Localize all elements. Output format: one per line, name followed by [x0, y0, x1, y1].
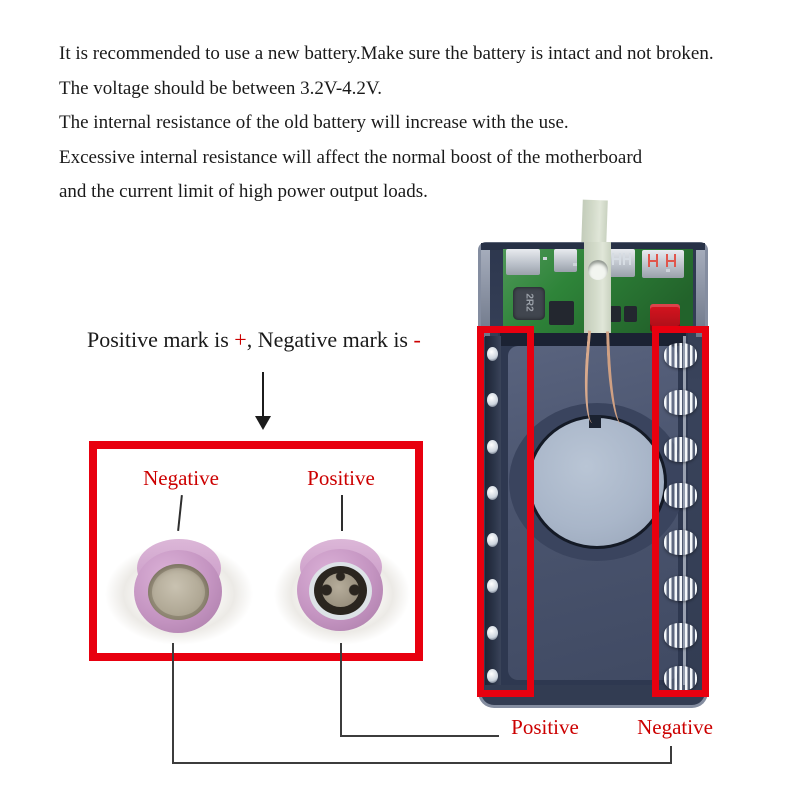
usb-pins-white-icon [623, 253, 631, 265]
inductor-marking: 2R2 [523, 293, 535, 312]
small-ic-2 [624, 306, 637, 322]
wireless-charging-coil [527, 415, 667, 549]
smd-component [666, 269, 670, 272]
usb-c-port [554, 249, 577, 272]
instruction-line-4: Excessive internal resistance will affect the normal boost of the motherboard [59, 146, 643, 168]
usb-pins-red-icon [666, 254, 676, 267]
battery-negative-label: Negative [143, 466, 219, 490]
usb-pins-white-icon [612, 253, 621, 265]
power-bank-case [478, 200, 708, 710]
case-corner-post-right [696, 245, 705, 337]
minus-symbol: - [413, 327, 421, 352]
negative-highlight-rect [652, 326, 709, 697]
positive-connector-horizontal [340, 735, 499, 737]
micro-usb-port [506, 249, 540, 275]
instruction-line-3: The internal resistance of the old battery will increase with the use. [59, 112, 569, 133]
smd-component [573, 263, 577, 266]
battery-positive-label: Positive [307, 466, 375, 490]
strap-hole [588, 260, 608, 280]
negative-connector-horizontal [172, 762, 672, 764]
smd-component [543, 257, 547, 260]
device-positive-label: Positive [511, 715, 579, 739]
instruction-paragraph [59, 44, 769, 217]
polarity-note-prefix: Positive mark is [87, 327, 235, 352]
device-negative-label: Negative [637, 715, 713, 739]
positive-pointer-line [341, 495, 343, 531]
down-arrow-icon [262, 372, 264, 418]
battery-polarity-box [89, 441, 423, 661]
controller-chip [549, 301, 574, 325]
lanyard-strap-top [581, 200, 608, 247]
negative-pointer-line [177, 495, 183, 531]
usb-a-port-1 [607, 249, 635, 277]
positive-connector-vertical [340, 643, 342, 737]
instruction-line-2: The voltage should be between 3.2V-4.2V. [59, 77, 382, 99]
negative-battery-terminal [148, 564, 209, 620]
instruction-line-5: and the current limit of high power output loads. [59, 181, 428, 202]
negative-connector-riser [670, 746, 672, 764]
power-inductor [513, 287, 545, 320]
case-corner-post-left [481, 245, 490, 337]
plus-symbol: + [234, 327, 247, 352]
usb-pins-red-icon [648, 254, 658, 267]
usb-a-port-2 [642, 250, 684, 278]
positive-battery-button-top [322, 573, 359, 607]
polarity-note-middle: , Negative mark is [246, 327, 414, 352]
down-arrow-head-icon [255, 416, 271, 430]
instruction-line-1: It is recommended to use a new battery.Make sure the battery is intact and not broken. [59, 43, 714, 64]
polarity-note [87, 327, 421, 353]
lanyard-strap-middle [584, 242, 611, 333]
negative-connector-vertical [172, 643, 174, 764]
positive-highlight-rect [477, 326, 534, 697]
